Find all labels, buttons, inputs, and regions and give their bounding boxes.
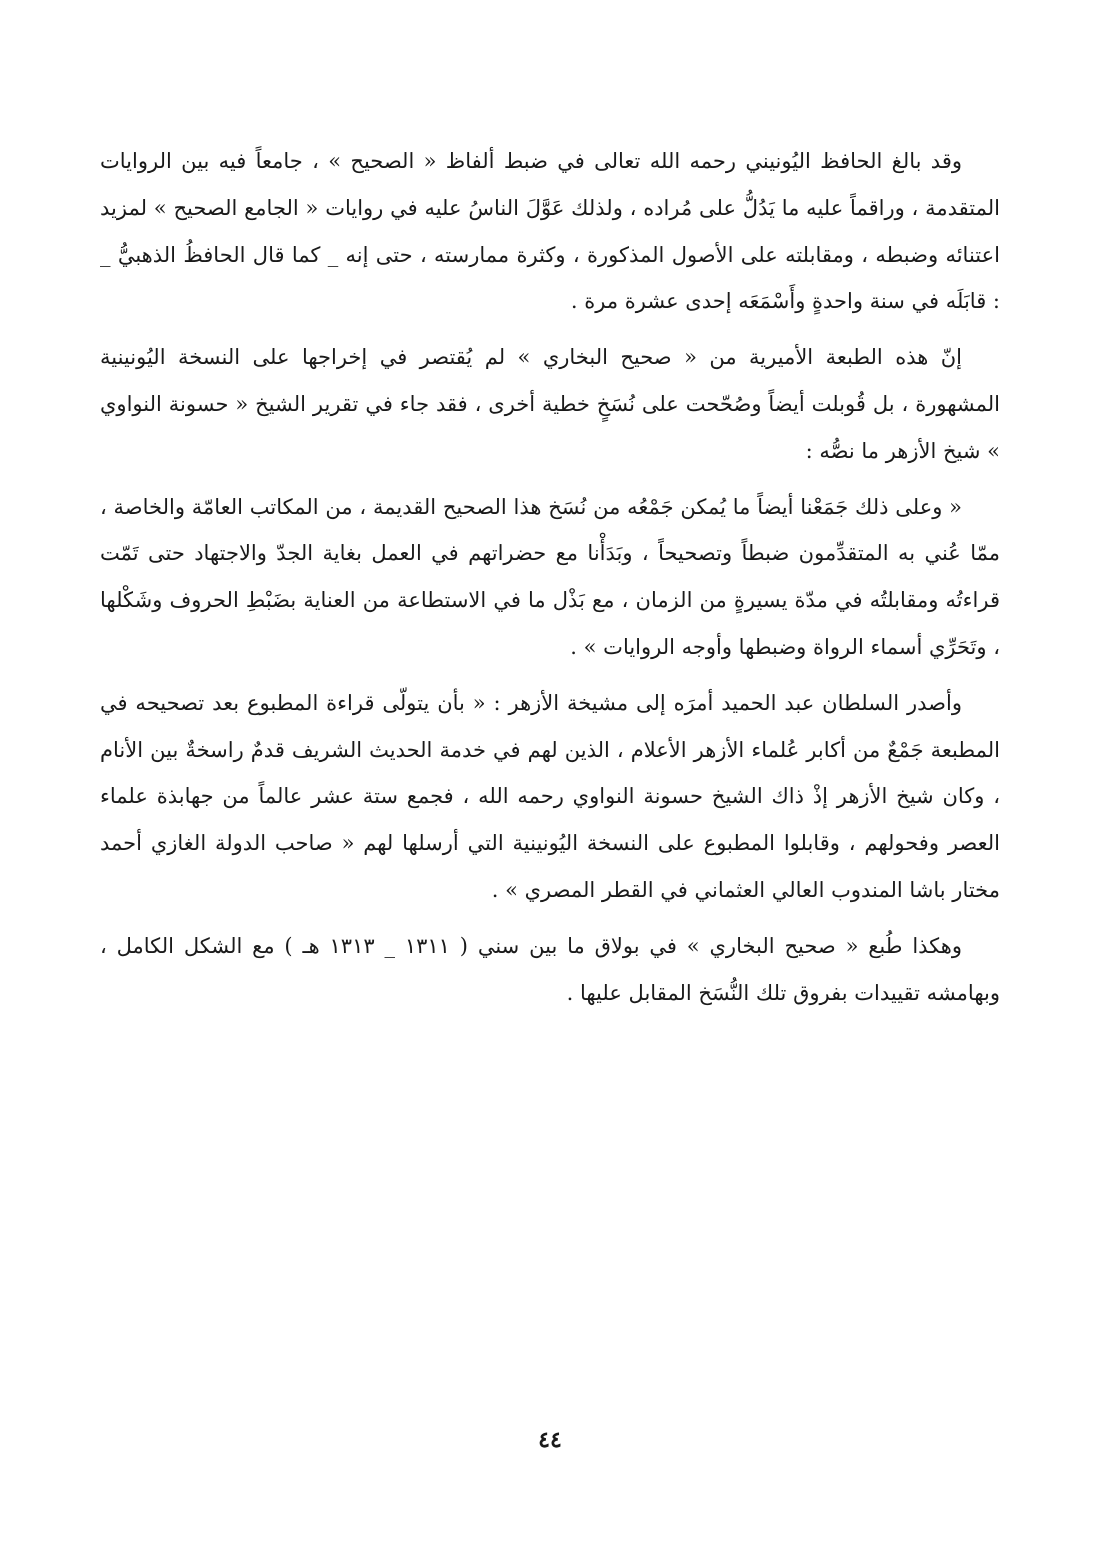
paragraph-report-quote: « وعلى ذلك جَمَعْنا أيضاً ما يُمكن جَمْعُه من نُسَخ هذا الصحيح القديمة ، من المكاتب العامّة والخاصة ، ممّا عُني به المتقدِّمون ضبطاً وتصحيحاً ، وبَدَأْنا مع حضراتهم في العمل بغاية الجدّ والاجتهاد حتى تَمّت قراءتُه ومقابلتُه في مدّة يسيرةٍ من الزمان ، مع بَذْل ما في الاستطاعة من العناية بضَبْطِ الحروف وشَكْلها ، وتَحَرِّي أسماء الرواة وضبطها وأوجه الروايات » .: [100, 494, 1000, 659]
paragraph-bulaq-printing: وهكذا طُبع « صحيح البخاري » في بولاق ما بين سني ( ١٣١١ _ ١٣١٣ هـ ) مع الشكل الكامل ، وبهامشه تقييدات بفروق تلك النُّسَخ المقابل عليها .: [100, 933, 1000, 1005]
paragraph-yunini-edition: وقد بالغ الحافظ اليُونيني رحمه الله تعالى في ضبط ألفاظ « الصحيح » ، جامعاً فيه بين الروايات المتقدمة ، وراقماً عليه ما يَدُلُّ على مُراده ، ولذلك عَوَّلَ الناسُ عليه في روايات « الجامع الصحيح » لمزيد اعتنائه وضبطه ، ومقابلته على الأصول المذكورة ، وكثرة ممارسته ، حتى إنه _ كما قال الحافظُ الذهبيُّ _ : قابَلَه في سنة واحدةٍ وأَسْمَعَه إحدى عشرة مرة .: [100, 149, 1000, 314]
page-number: ٤٤: [538, 1427, 562, 1453]
paragraph-sultan-order: وأصدر السلطان عبد الحميد أمرَه إلى مشيخة الأزهر : « بأن يتولّى قراءة المطبوع بعد تصحيحه في المطبعة جَمْعٌ من أكابر عُلماء الأزهر الأعلام ، الذين لهم في خدمة الحديث الشريف قدمٌ راسخةٌ بين الأنام ، وكان شيخ الأزهر إذْ ذاك الشيخ حسونة النواوي رحمه الله ، فجمع ستة عشر عالماً من جهابذة علماء العصر وفحولهم ، وقابلوا المطبوع على النسخة اليُونينية التي أرسلها لهم « صاحب الدولة الغازي أحمد مختار باشا المندوب العالي العثماني في القطر المصري » .: [100, 690, 1000, 902]
paragraph-amiri-edition: إنّ هذه الطبعة الأميرية من « صحيح البخاري » لم يُقتصر في إخراجها على النسخة اليُونينية المشهورة ، بل قُوبلت أيضاً وصُحّحت على نُسَخٍ خطية أخرى ، فقد جاء في تقرير الشيخ « حسونة النواوي » شيخ الأزهر ما نصُّه :: [100, 345, 1000, 463]
body-text: [100, 138, 1000, 1025]
